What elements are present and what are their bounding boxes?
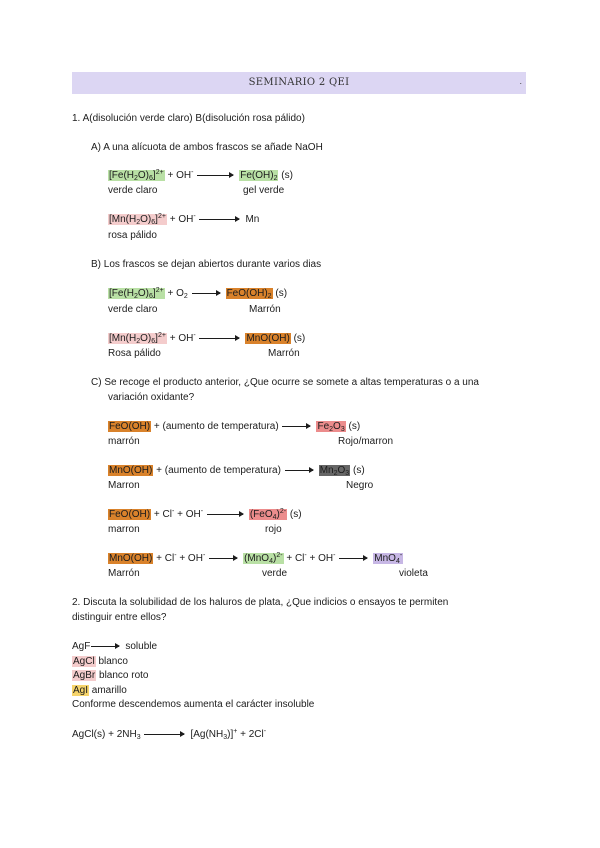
manganate-text: (MnO	[244, 553, 270, 564]
question-1b: B) Los frascos se dejan abiertos durante varios dias	[91, 259, 322, 270]
arrow-icon	[209, 558, 237, 559]
title-dot: .	[519, 76, 522, 86]
reaction-c3: FeO(OH) + Cl- + OH- $(FeO_4)^{2-}$ (s)	[109, 508, 302, 521]
reagent-cl: + Cl	[156, 553, 175, 564]
reagent-oh: + OH	[169, 214, 194, 225]
question-1c-cont: variación oxidante?	[108, 392, 195, 403]
reagent-o2: + O	[167, 288, 184, 299]
reagent-oh: + OH	[179, 553, 203, 564]
agcl-reactants: AgCl(s) + 2NH	[72, 729, 137, 740]
mn-oxyhydroxide: MnO(OH)	[109, 465, 153, 476]
arrow-icon	[192, 293, 220, 294]
arrow-icon	[197, 175, 233, 176]
diammine-silver: [Ag(NH	[190, 729, 224, 740]
state-solid: (s)	[348, 421, 361, 432]
label-rosa-palido: Rosa pálido	[108, 348, 161, 359]
condition-temp: + (aumento de temperatura)	[153, 421, 279, 432]
fe-aqua-complex: $[Fe(H_2O)_6]^{2+}$	[109, 169, 164, 182]
mn-oxyhydroxide: MnO(OH)	[109, 553, 153, 564]
reagent-cl: + Cl	[153, 509, 172, 520]
agf-formula: AgF	[72, 641, 91, 652]
manganate: $(MnO_4)^{2-}$	[244, 552, 283, 565]
fe2o3-text: Fe	[317, 421, 330, 432]
agcl-formula: AgCl	[73, 656, 95, 667]
reagent-oh: + OH	[169, 333, 194, 344]
reagent-cl: + Cl	[286, 553, 305, 564]
permanganate: MnO$_4$-	[374, 552, 403, 565]
arrow-icon	[91, 646, 119, 647]
label-gel-verde: gel verde	[243, 185, 285, 196]
arrow-icon	[207, 514, 243, 515]
question-1c: C) Se recoge el producto anterior, ¿Que ocurre se somete a altas temperaturas o a una	[91, 377, 479, 388]
reaction-c4: MnO(OH) + Cl- + OH- $(MnO_4)^{2-} + Cl^- + OH^-$ MnO$_4$-	[109, 552, 403, 565]
agbr-formula: AgBr	[73, 670, 96, 681]
reaction-agcl: AgCl(s) + $2NH_3$ $[Ag(NH_3)]^+ + 2Cl^-$	[72, 728, 267, 741]
label-rojo-marron: Rojo/marron	[338, 436, 394, 447]
agcl-desc: blanco	[95, 656, 128, 667]
question-1a: A) A una alícuota de ambos frascos se añade NaOH	[91, 142, 323, 153]
arrow-icon	[144, 734, 184, 735]
fe-aqua-complex: $[Fe(H_2O)_6]^{2+}$	[109, 287, 164, 300]
mn-aqua-complex: $[Mn(H_2O)_6]^{2+}$	[109, 332, 166, 345]
title-band	[72, 72, 526, 94]
condition-temp: + (aumento de temperatura)	[156, 465, 281, 476]
state-solid: (s)	[275, 288, 288, 299]
fe2o3: $Fe_2O_3$	[317, 421, 345, 433]
mn-aqua-complex: $[Mn(H_2O)_6]^{2+}$	[109, 213, 166, 226]
reaction-c2	[108, 465, 365, 477]
question-2-cont: distinguir entre ellos?	[72, 612, 167, 623]
fe-oxyhydroxide: FeO(OH)	[109, 509, 151, 520]
reagent-oh: + OH	[309, 553, 334, 564]
question-1: 1. A(disolución verde claro) B(disolución rosa pálido)	[72, 113, 305, 124]
agcl-line	[72, 656, 128, 668]
agf-desc: soluble	[125, 641, 158, 652]
ferrate: $(FeO_4)^{2-}$	[249, 508, 287, 521]
arrow-icon	[199, 219, 239, 220]
agf-line	[72, 641, 157, 653]
reagent-oh: + OH	[177, 509, 201, 520]
reaction-a1: $[Fe(H_2O)_6]^{2+} + OH^-$ $Fe(OH)_2$ (s)	[109, 169, 293, 182]
label-negro: Negro	[346, 480, 374, 491]
agi-line	[72, 685, 127, 697]
fe-oxyhydroxide: FeO(OH)	[109, 421, 151, 432]
question-2: 2. Discuta la solubilidad de los haluros de plata, ¿Que indicios o ensayos te permiten	[72, 597, 449, 608]
permanganate-text: MnO	[374, 553, 396, 564]
agi-formula: AgI	[73, 685, 89, 696]
agi-desc: amarillo	[89, 685, 127, 696]
agbr-line	[72, 670, 149, 682]
mn-oxyhydroxide: MnO(OH)	[246, 333, 290, 344]
page-title: SEMINARIO 2 QEI	[248, 77, 350, 88]
arrow-icon	[282, 426, 310, 427]
arrow-icon	[285, 470, 313, 471]
label-rojo: rojo	[265, 524, 282, 535]
state-solid: (s)	[293, 333, 306, 344]
arrow-icon	[339, 558, 367, 559]
state-solid: (s)	[289, 509, 302, 520]
label-rosa-palido: rosa pálido	[108, 230, 157, 241]
reaction-c1	[108, 421, 360, 433]
reaction-b2: $[Mn(H_2O)_6]^{2+} + OH^-$ MnO(OH) (s)	[109, 332, 306, 345]
label-verde: verde	[262, 568, 288, 579]
fe-oxyhydroxide: $FeO(OH)_2$	[226, 288, 272, 300]
label-marron: marron	[108, 524, 140, 535]
state-solid: (s)	[281, 170, 293, 181]
mn2o3-text: Mn	[319, 465, 334, 476]
mn2o3: $Mn_2O_3$	[319, 465, 350, 477]
fe-hydroxide: $Fe(OH)_2$	[240, 170, 278, 182]
label-verde-claro: verde claro	[108, 185, 158, 196]
ferrate-text: (FeO	[249, 509, 273, 520]
reagent-oh: + OH	[167, 170, 192, 181]
label-marron: Marrón	[268, 348, 300, 359]
label-violeta: violeta	[399, 568, 428, 579]
product-mn: Mn	[245, 214, 260, 225]
label-marron: Marrón	[249, 304, 281, 315]
fe-oxyhydroxide-text: FeO(OH)	[226, 288, 268, 299]
label-marron: Marrón	[108, 568, 140, 579]
fe-hydroxide-text: Fe(OH)	[240, 170, 274, 181]
label-marron: marrón	[108, 436, 140, 447]
label-marron: Marron	[108, 480, 140, 491]
chloride: + 2Cl	[240, 729, 264, 740]
reaction-a2: $[Mn(H_2O)_6]^{2+} + OH^-$ Mn	[109, 213, 260, 226]
conclusion: Conforme descendemos aumenta el carácter insoluble	[72, 699, 315, 710]
label-verde-claro: verde claro	[108, 304, 158, 315]
arrow-icon	[199, 338, 239, 339]
agbr-desc: blanco roto	[96, 670, 149, 681]
state-solid: (s)	[352, 465, 365, 476]
reaction-b1: $[Fe(H_2O)_6]^{2+} + O_2$ $FeO(OH)_2$ (s)	[109, 287, 288, 300]
